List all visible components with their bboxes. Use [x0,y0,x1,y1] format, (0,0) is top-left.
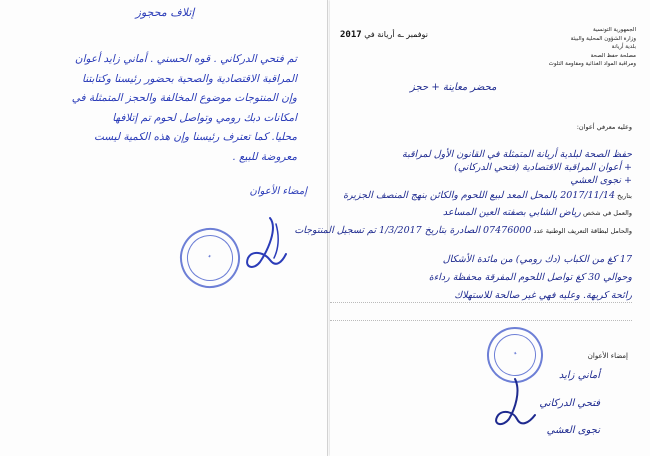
person-label: والعمل في شخص [582,209,632,217]
agent-name: فتحي الدركاني [539,398,600,409]
handwritten-signature [485,375,545,435]
date-line [340,30,428,40]
case-line: + أعوان المراقبة الاقتصادية (فتحي الدركاني) [454,162,632,173]
municipal-stamp: ✦ [173,221,246,294]
header-line: مصلحة حفظ الصحة [590,52,636,59]
visit-date-value: 2017/11/14 بالمحل المعد لبيع اللحوم والكائن بنهج المنصف الجزيرة [343,190,616,201]
left-body-line: امكانات دبك رومي وتواصل لحوم تم إتلافها [112,111,297,124]
person-row [342,207,632,218]
visit-date-label: بتاريخ [617,192,632,200]
report-title: محضر معاينة + حجز [410,82,497,93]
id-card-row [294,225,632,236]
finding-line: رائحة كريهة. وعليه فهي غير صالحة للاستهلاك [454,290,632,301]
id-card-value: 07476000 الصادرة بتاريخ 1/3/2017 تم تسجيل المنتوجات [294,225,532,236]
agents-label: وعليه معرفي أعوان: [576,123,632,131]
agents-label-row [342,123,632,131]
left-body-line: وإن المنتوجات موضوع المخالفة والحجز المتمثلة في [71,92,297,104]
finding-line: وحوالي 30 كغ تواصل اللحوم المفرقة محفظة رداءة [428,272,632,283]
agent-name: نجوى العشي [546,425,600,436]
date-place: أريانة في [364,30,395,39]
header-line: ومراقبة المواد الغذائية ومقاومة التلوث [548,61,636,67]
agents-signature-label: إمضاء الأعوان [587,352,628,360]
left-page-title: إتلاف محجوز [135,6,195,19]
date-month: نوفمبر [406,30,428,39]
left-body-line: محليا. كما تعترف رئيسنا وإن هذه الكمية ليست [93,131,297,143]
handwritten-signature [230,210,300,280]
municipal-stamp: ✦ [483,323,548,388]
id-card-label: والحامل لبطاقة التعريف الوطنية عدد [533,227,632,235]
header-line: بلدية أريانة [611,44,636,50]
case-line: حفظ الصحة لبلدية أريانة المتمثلة في القانون الأول لمراقبة [401,149,632,160]
person-value: رياض الشابي بصفته العين المساعد [442,207,581,218]
header-line: وزارة الشؤون المحلية والبيئة [570,35,636,42]
visit-date-row [342,190,632,201]
date-year: 2017 [340,30,362,40]
left-body-line: تم فتحي الدركاني . قوه الحسني . أماني زايد أعوان [74,53,297,65]
left-page-body [17,50,297,167]
blank-line [330,302,632,303]
official-header [516,26,636,69]
left-body-line: المراقبة الاقتصادية والصحية بحضور رئيسنا وكتابتنا [82,72,297,85]
finding-line: 17 كغ من الكباب (دك رومي) من مائدة الأشكال [442,254,632,265]
agent-name: أماني زايد [558,370,600,381]
case-line: + نجوى العشي [570,175,632,186]
header-line: الجمهورية التونسية [593,27,636,33]
left-body-line: معروضة للبيع . [232,150,297,163]
date-sep: ـه [397,30,404,39]
left-signature-label: إمضاء الأعوان [249,186,307,197]
blank-line [330,320,632,321]
